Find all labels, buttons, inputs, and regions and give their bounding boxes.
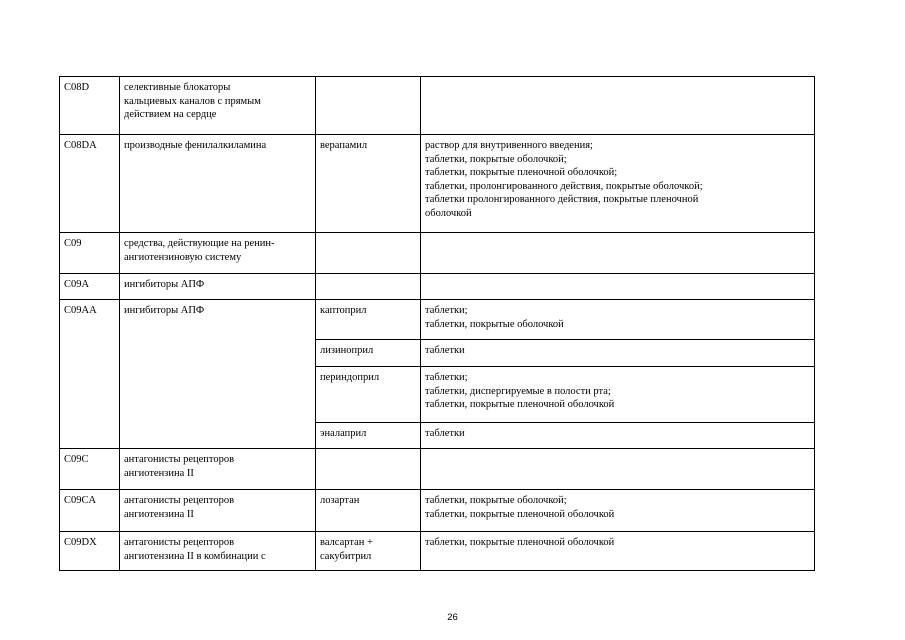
- drug-name: лизиноприл: [316, 340, 421, 367]
- table-row: [60, 300, 815, 340]
- table-row: [60, 233, 815, 274]
- dosage-form: таблетки: [421, 340, 815, 367]
- dosage-form: таблетки: [421, 423, 815, 449]
- pharmacological-group: ингибиторы АПФ: [120, 300, 316, 449]
- drug-name: периндоприл: [316, 367, 421, 423]
- drug-name: каптоприл: [316, 300, 421, 340]
- pharmacological-group: средства, действующие на ренин- ангиотензиновую систему: [120, 233, 316, 274]
- dosage-form: [421, 77, 815, 135]
- pharmacological-group: антагонисты рецепторов ангиотензина II: [120, 490, 316, 532]
- atc-code: C09CA: [60, 490, 120, 532]
- drug-name: [316, 274, 421, 300]
- pharmacological-group: селективные блокаторы кальциевых каналов с прямым действием на сердце: [120, 77, 316, 135]
- drug-name: [316, 449, 421, 490]
- drug-classification-table: [59, 76, 815, 571]
- drug-name: лозартан: [316, 490, 421, 532]
- table-row: [60, 490, 815, 532]
- dosage-form: раствор для внутривенного введения; таблетки, покрытые оболочкой; таблетки, покрытые пленочной оболочкой; таблетки, пролонгированного действия, покрытые оболочкой; таблетки пролонгированного действия, покрытые пленочной оболочкой: [421, 135, 815, 233]
- atc-code: C08D: [60, 77, 120, 135]
- pharmacological-group: ингибиторы АПФ: [120, 274, 316, 300]
- atc-code: C09: [60, 233, 120, 274]
- dosage-form: таблетки, покрытые пленочной оболочкой: [421, 532, 815, 571]
- dosage-form: [421, 233, 815, 274]
- pharmacological-group: антагонисты рецепторов ангиотензина II в комбинации с: [120, 532, 316, 571]
- drug-name: валсартан + сакубитрил: [316, 532, 421, 571]
- dosage-form: таблетки, покрытые оболочкой; таблетки, покрытые пленочной оболочкой: [421, 490, 815, 532]
- dosage-form: таблетки; таблетки, диспергируемые в полости рта; таблетки, покрытые пленочной оболочкой: [421, 367, 815, 423]
- table-row: [60, 135, 815, 233]
- page-number: 26: [447, 612, 458, 623]
- table-row: [60, 449, 815, 490]
- pharmacological-group: производные фенилалкиламина: [120, 135, 316, 233]
- atc-code: C08DA: [60, 135, 120, 233]
- table-row: [60, 532, 815, 571]
- drug-name: эналаприл: [316, 423, 421, 449]
- drug-name: [316, 233, 421, 274]
- atc-code: C09A: [60, 274, 120, 300]
- dosage-form: [421, 274, 815, 300]
- drug-name: [316, 77, 421, 135]
- atc-code: C09C: [60, 449, 120, 490]
- dosage-form: [421, 449, 815, 490]
- atc-code: C09AA: [60, 300, 120, 449]
- table-row: [60, 274, 815, 300]
- table-row: [60, 77, 815, 135]
- atc-code: C09DX: [60, 532, 120, 571]
- dosage-form: таблетки; таблетки, покрытые оболочкой: [421, 300, 815, 340]
- drug-name: верапамил: [316, 135, 421, 233]
- pharmacological-group: антагонисты рецепторов ангиотензина II: [120, 449, 316, 490]
